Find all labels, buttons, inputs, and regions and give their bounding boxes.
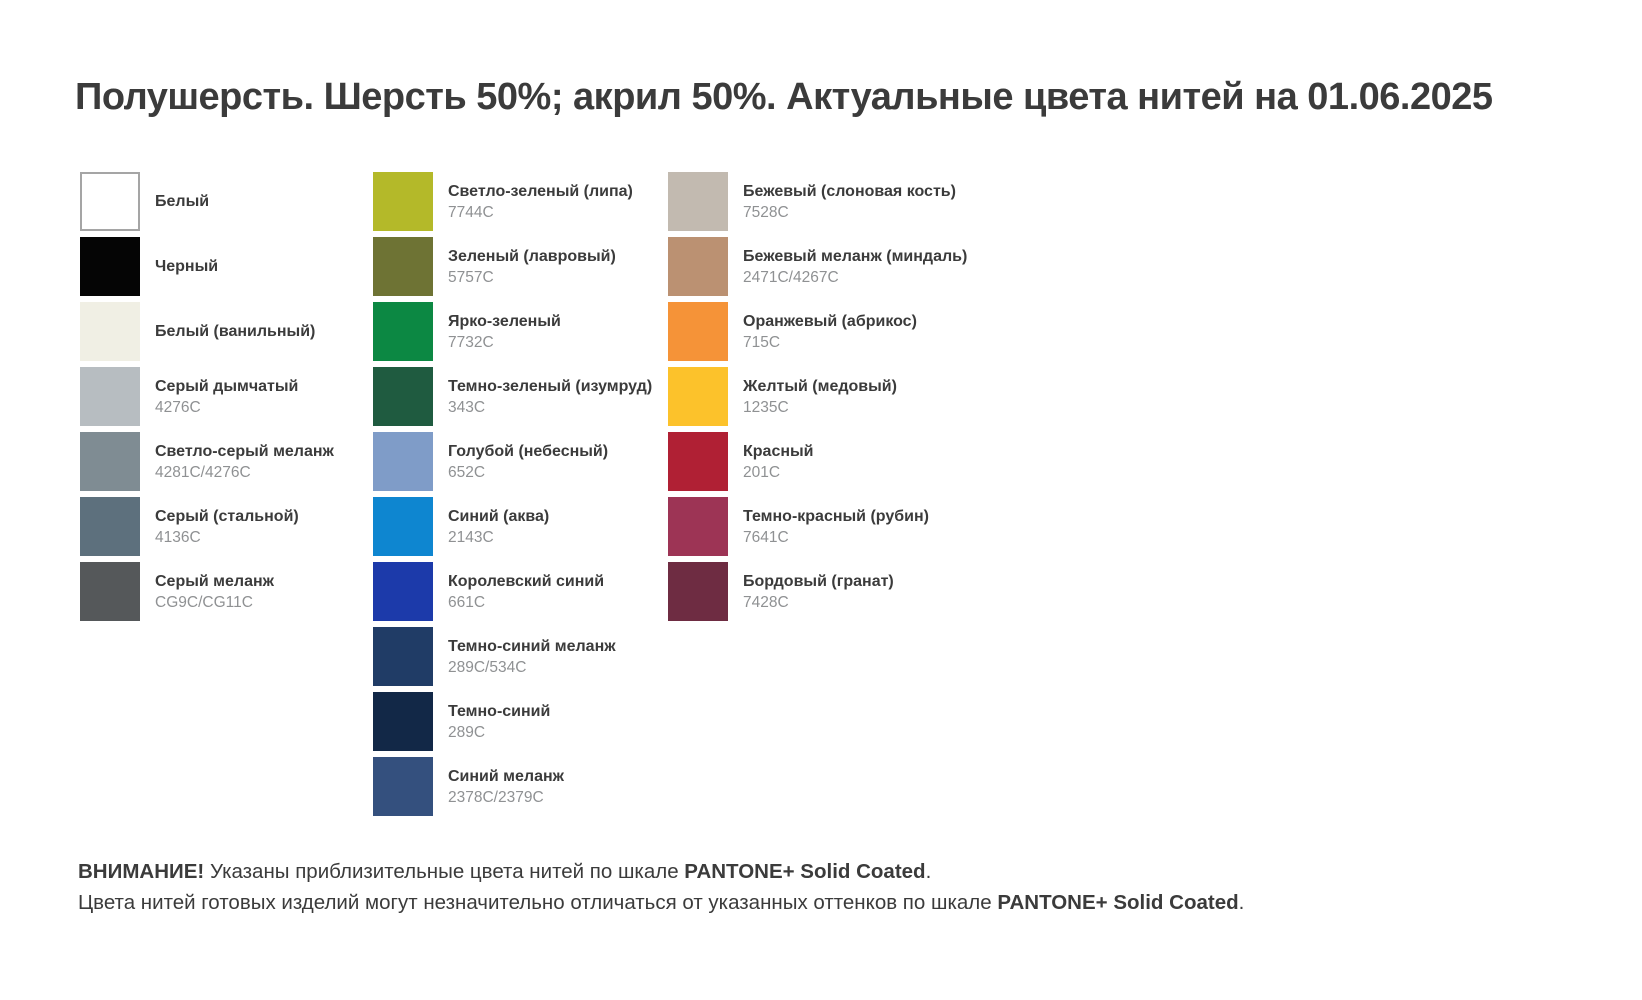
color-row — [668, 367, 967, 426]
color-name: Бордовый (гранат) — [743, 572, 894, 590]
color-label — [448, 311, 561, 353]
footer-line-1-text: Указаны приблизительные цвета нитей по шкале — [204, 860, 685, 883]
color-row — [373, 692, 652, 751]
color-code: CG9C/CG11C — [155, 593, 253, 611]
color-label — [448, 246, 616, 288]
color-code: 1235C — [743, 398, 789, 416]
color-swatch — [373, 432, 433, 491]
color-swatch — [373, 757, 433, 816]
color-row — [373, 302, 652, 361]
color-label — [155, 256, 218, 277]
color-swatch — [373, 692, 433, 751]
color-swatch — [373, 172, 433, 231]
pantone-brand-label: PANTONE+ Solid Coated — [684, 860, 926, 883]
color-label — [448, 441, 608, 483]
color-code: 4281C/4276C — [155, 463, 251, 481]
color-swatch — [80, 302, 140, 361]
footer-line-1-period: . — [925, 860, 932, 883]
color-swatch — [668, 302, 728, 361]
color-name: Темно-красный (рубин) — [743, 507, 929, 525]
color-label — [448, 766, 564, 808]
color-label — [155, 441, 334, 483]
color-row — [373, 432, 652, 491]
color-name: Темно-зеленый (изумруд) — [448, 377, 653, 395]
color-name: Красный — [743, 442, 814, 460]
color-row — [80, 302, 334, 361]
color-label — [743, 246, 967, 288]
color-name: Синий меланж — [448, 767, 564, 785]
color-swatch — [668, 367, 728, 426]
color-row — [373, 172, 652, 231]
color-code: 7428C — [743, 593, 789, 611]
footer-note — [78, 856, 1244, 918]
color-name: Светло-серый меланж — [155, 442, 334, 460]
color-code: 201C — [743, 463, 781, 481]
pantone-brand-label: PANTONE+ Solid Coated — [997, 891, 1239, 914]
color-row — [80, 432, 334, 491]
color-code: 7744C — [448, 203, 494, 221]
color-swatch — [80, 562, 140, 621]
color-row — [373, 562, 652, 621]
color-code: 2378C/2379C — [448, 788, 544, 806]
color-row — [373, 237, 652, 296]
attention-label: ВНИМАНИЕ! — [78, 860, 205, 883]
color-row — [373, 497, 652, 556]
color-swatch — [668, 432, 728, 491]
color-swatch — [373, 562, 433, 621]
color-name: Бежевый меланж (миндаль) — [743, 247, 968, 265]
color-name: Зеленый (лавровый) — [448, 247, 616, 265]
footer-line-1 — [78, 856, 1244, 887]
color-row — [373, 627, 652, 686]
color-label — [155, 191, 209, 212]
color-code: 2143C — [448, 528, 494, 546]
color-swatch — [373, 367, 433, 426]
color-label — [155, 376, 298, 418]
color-code: 661C — [448, 593, 486, 611]
color-name: Темно-синий — [448, 702, 551, 720]
color-name: Серый дымчатый — [155, 377, 299, 395]
color-label — [155, 506, 299, 548]
color-swatch — [373, 302, 433, 361]
color-swatch — [373, 237, 433, 296]
palette-column-warm-reds — [668, 172, 967, 627]
color-name: Темно-синий меланж — [448, 637, 616, 655]
color-name: Светло-зеленый (липа) — [448, 182, 633, 200]
color-name: Белый — [155, 193, 210, 210]
color-label — [155, 571, 274, 613]
palette-column-greens-blues — [373, 172, 652, 822]
color-code: 4136C — [155, 528, 201, 546]
color-swatch — [668, 237, 728, 296]
color-row — [668, 432, 967, 491]
footer-line-2 — [78, 887, 1244, 918]
color-code: 2471C/4267C — [743, 268, 839, 286]
color-code: 343C — [448, 398, 486, 416]
color-swatch — [373, 497, 433, 556]
color-row — [373, 757, 652, 816]
color-code: 7732C — [448, 333, 494, 351]
color-name: Бежевый (слоновая кость) — [743, 182, 956, 200]
color-name: Серый (стальной) — [155, 507, 299, 525]
color-code: 289C/534C — [448, 658, 527, 676]
color-row — [373, 367, 652, 426]
color-row — [80, 497, 334, 556]
color-label — [743, 571, 894, 613]
color-name: Ярко-зеленый — [448, 312, 561, 330]
color-label — [743, 376, 897, 418]
color-row — [668, 172, 967, 231]
color-code: 7528C — [743, 203, 789, 221]
color-name: Голубой (небесный) — [448, 442, 609, 460]
color-label — [448, 181, 633, 223]
color-code: 289C — [448, 723, 486, 741]
color-code: 7641C — [743, 528, 789, 546]
color-code: 715C — [743, 333, 781, 351]
color-label — [155, 321, 315, 342]
color-label — [448, 636, 616, 678]
color-row — [80, 562, 334, 621]
color-row — [80, 367, 334, 426]
color-label — [448, 571, 604, 613]
color-name: Белый (ванильный) — [155, 323, 316, 340]
color-label — [743, 311, 917, 353]
color-label — [448, 376, 652, 418]
color-row — [668, 302, 967, 361]
color-label — [743, 441, 814, 483]
page-title: Полушерсть. Шерсть 50%; акрил 50%. Актуальные цвета нитей на 01.06.2025 — [75, 76, 1493, 118]
color-row — [80, 172, 334, 231]
color-swatch — [373, 627, 433, 686]
color-row — [668, 237, 967, 296]
color-code: 652C — [448, 463, 486, 481]
color-name: Королевский синий — [448, 572, 605, 590]
color-label — [448, 506, 549, 548]
color-swatch — [80, 367, 140, 426]
color-swatch — [80, 237, 140, 296]
color-code: 5757C — [448, 268, 494, 286]
color-row — [668, 562, 967, 621]
color-label — [448, 701, 550, 743]
color-name: Синий (аква) — [448, 507, 550, 525]
color-swatch — [668, 562, 728, 621]
color-code: 4276C — [155, 398, 201, 416]
color-label — [743, 506, 929, 548]
color-swatch — [668, 172, 728, 231]
color-swatch — [80, 497, 140, 556]
color-row — [668, 497, 967, 556]
footer-line-2-period: . — [1238, 891, 1245, 914]
color-name: Серый меланж — [155, 572, 274, 590]
color-label — [743, 181, 956, 223]
color-name: Оранжевый (абрикос) — [743, 312, 917, 330]
palette-column-neutrals — [80, 172, 334, 627]
color-name: Черный — [155, 258, 219, 275]
footer-line-2-text: Цвета нитей готовых изделий могут незначительно отличаться от указанных оттенков по шкале — [78, 891, 998, 914]
color-swatch — [668, 497, 728, 556]
color-swatch — [80, 432, 140, 491]
color-row — [80, 237, 334, 296]
color-name: Желтый (медовый) — [743, 377, 897, 395]
color-swatch — [80, 172, 140, 231]
